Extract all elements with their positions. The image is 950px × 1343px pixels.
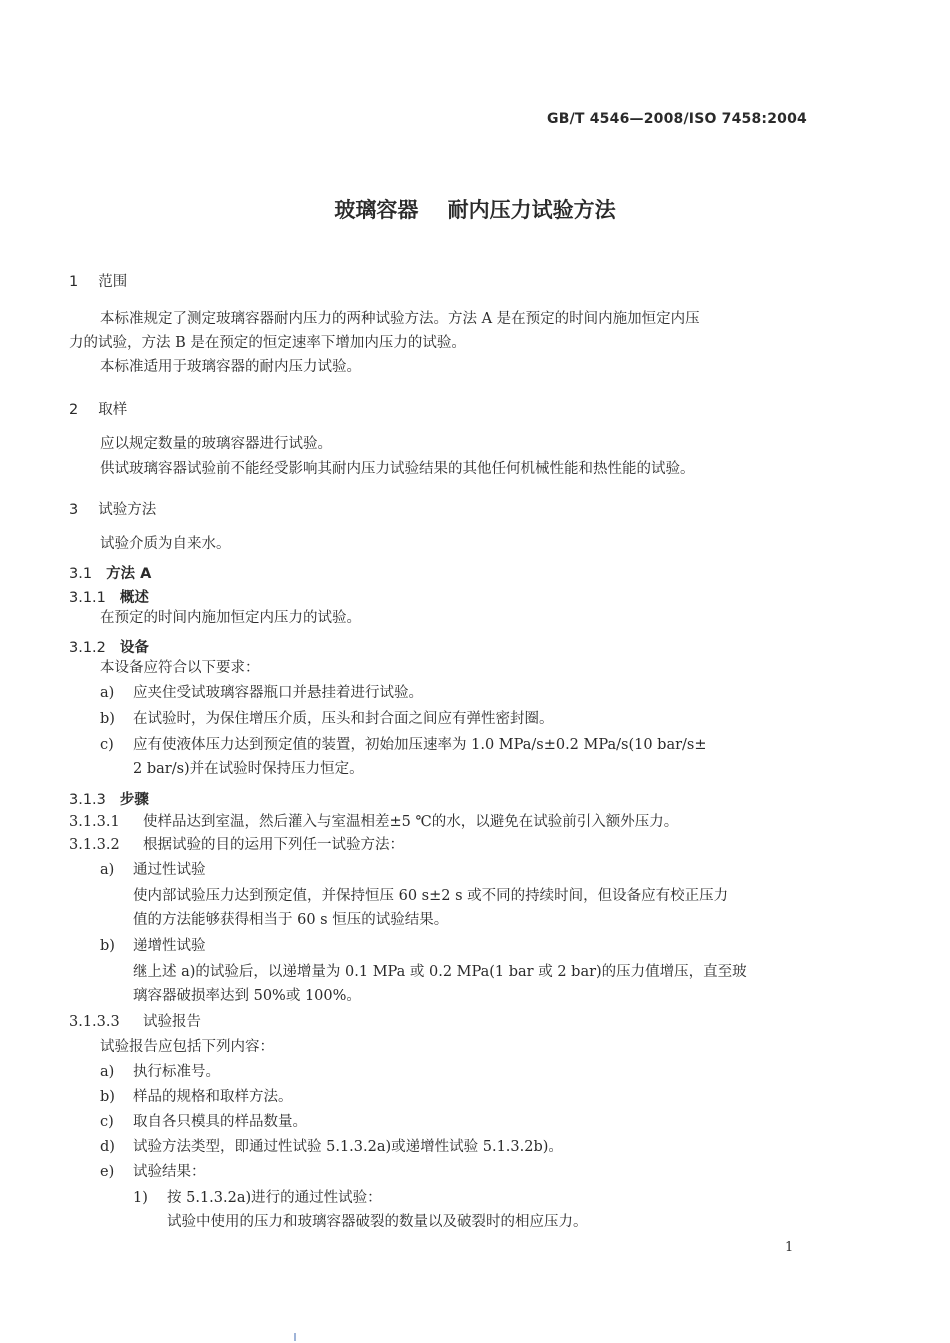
list-item-text: 使内部试验压力达到预定值，并保持恒压 60 s±2 s 或不同的持续时间，但设备应有校正压力 [133,888,729,904]
subsection-title: 设备 [119,640,149,656]
subsection-title: 方法 A [106,566,152,582]
paragraph: 本设备应符合以下要求： [100,660,260,676]
list-item: 应有使液体压力达到预定值的装置，初始加压速率为 1.0 MPa/s±0.2 MPa/s(10 bar/s± [133,737,707,753]
list-item-title: 递增性试验 [133,938,206,954]
section-number: 3 [69,502,79,518]
list-item-text: 继上述 a)的试验后，以递增量为 0.1 MPa 或 0.2 MPa(1 bar 或 2 bar)的压力值增压，直至玻 [133,964,747,980]
subsection-3-1-1-heading [69,586,149,607]
paragraph: 本标准规定了测定玻璃容器耐内压力的两种试验方法。方法 A 是在预定的时间内施加恒定内压 [100,311,700,327]
section-title: 试验方法 [98,502,157,518]
paragraph: 本标准适用于玻璃容器的耐内压力试验。 [100,359,361,375]
section-3-heading [69,498,156,519]
list-item-continued: 2 bar/s)并在试验时保持压力恒定。 [133,761,364,777]
list-item-label: a) [100,862,115,878]
list-item-label: e) [100,1164,115,1180]
clause-number: 3.1.3.1 [69,814,120,830]
paragraph: 应以规定数量的玻璃容器进行试验。 [100,436,332,452]
clause-number: 3.1.3.2 [69,837,120,853]
section-1-heading [69,270,127,291]
paragraph: 试验报告应包括下列内容： [100,1039,274,1055]
list-item: 试验结果： [133,1164,206,1180]
list-item-continued: 值的方法能够获得相当于 60 s 恒压的试验结果。 [133,912,449,928]
paragraph-continued: 力的试验，方法 B 是在预定的恒定速率下增加内压力的试验。 [69,335,466,351]
subsection-number: 3.1.2 [69,640,106,656]
list-item-label: d) [100,1139,115,1155]
section-number: 2 [69,402,79,418]
subsection-number: 3.1 [69,566,93,582]
page-number: 1 [785,1240,794,1255]
clause-number: 3.1.3.3 [69,1014,120,1030]
list-item-continued: 试验中使用的压力和玻璃容器破裂的数量以及破裂时的相应压力。 [167,1214,588,1230]
list-item-label: b) [100,1089,115,1105]
section-number: 1 [69,274,79,290]
section-2-heading [69,398,127,419]
list-item: 按 5.1.3.2a)进行的通过性试验： [167,1190,382,1206]
subsection-3-1-3-heading [69,788,149,809]
clause-text: 根据试验的目的运用下列任一试验方法： [143,837,404,853]
clause-text: 试验报告 [143,1014,201,1030]
list-item: 执行标准号。 [133,1064,220,1080]
list-item-continued: 璃容器破损率达到 50%或 100%。 [133,988,361,1004]
list-item: 样品的规格和取样方法。 [133,1089,293,1105]
paragraph: 试验介质为自来水。 [100,536,231,552]
subsection-title: 概述 [119,590,149,606]
list-item-title: 通过性试验 [133,862,206,878]
list-item: 取自各只模具的样品数量。 [133,1114,307,1130]
subsection-3-1-2-heading [69,636,149,657]
list-item-label: c) [100,1114,114,1130]
list-item: 试验方法类型，即通过性试验 5.1.3.2a)或递增性试验 5.1.3.2b)。 [133,1139,563,1155]
subsection-number: 3.1.3 [69,792,106,808]
list-item-label: a) [100,685,115,701]
subsection-3-1-heading [69,562,151,583]
list-item-label: b) [100,938,115,954]
subsection-number: 3.1.1 [69,590,106,606]
section-title: 取样 [98,402,128,418]
subsection-title: 步骤 [119,792,149,808]
section-title: 范围 [98,274,128,290]
paragraph: 供试玻璃容器试验前不能经受影响其耐内压力试验结果的其他任何机械性能和热性能的试验。 [100,461,695,477]
list-item-label: b) [100,711,115,727]
scan-mark [294,1333,296,1341]
list-item-label: 1) [133,1190,148,1206]
clause-text: 使样品达到室温，然后灌入与室温相差±5 ℃的水，以避免在试验前引入额外压力。 [143,814,679,830]
list-item: 在试验时，为保住增压介质，压头和封合面之间应有弹性密封圈。 [133,711,554,727]
paragraph: 在预定的时间内施加恒定内压力的试验。 [100,610,361,626]
list-item: 应夹住受试玻璃容器瓶口并悬挂着进行试验。 [133,685,423,701]
standard-number: GB/T 4546—2008/ISO 7458:2004 [547,111,807,127]
list-item-label: a) [100,1064,115,1080]
list-item-label: c) [100,737,114,753]
document-title: 玻璃容器 耐内压力试验方法 [334,198,616,222]
